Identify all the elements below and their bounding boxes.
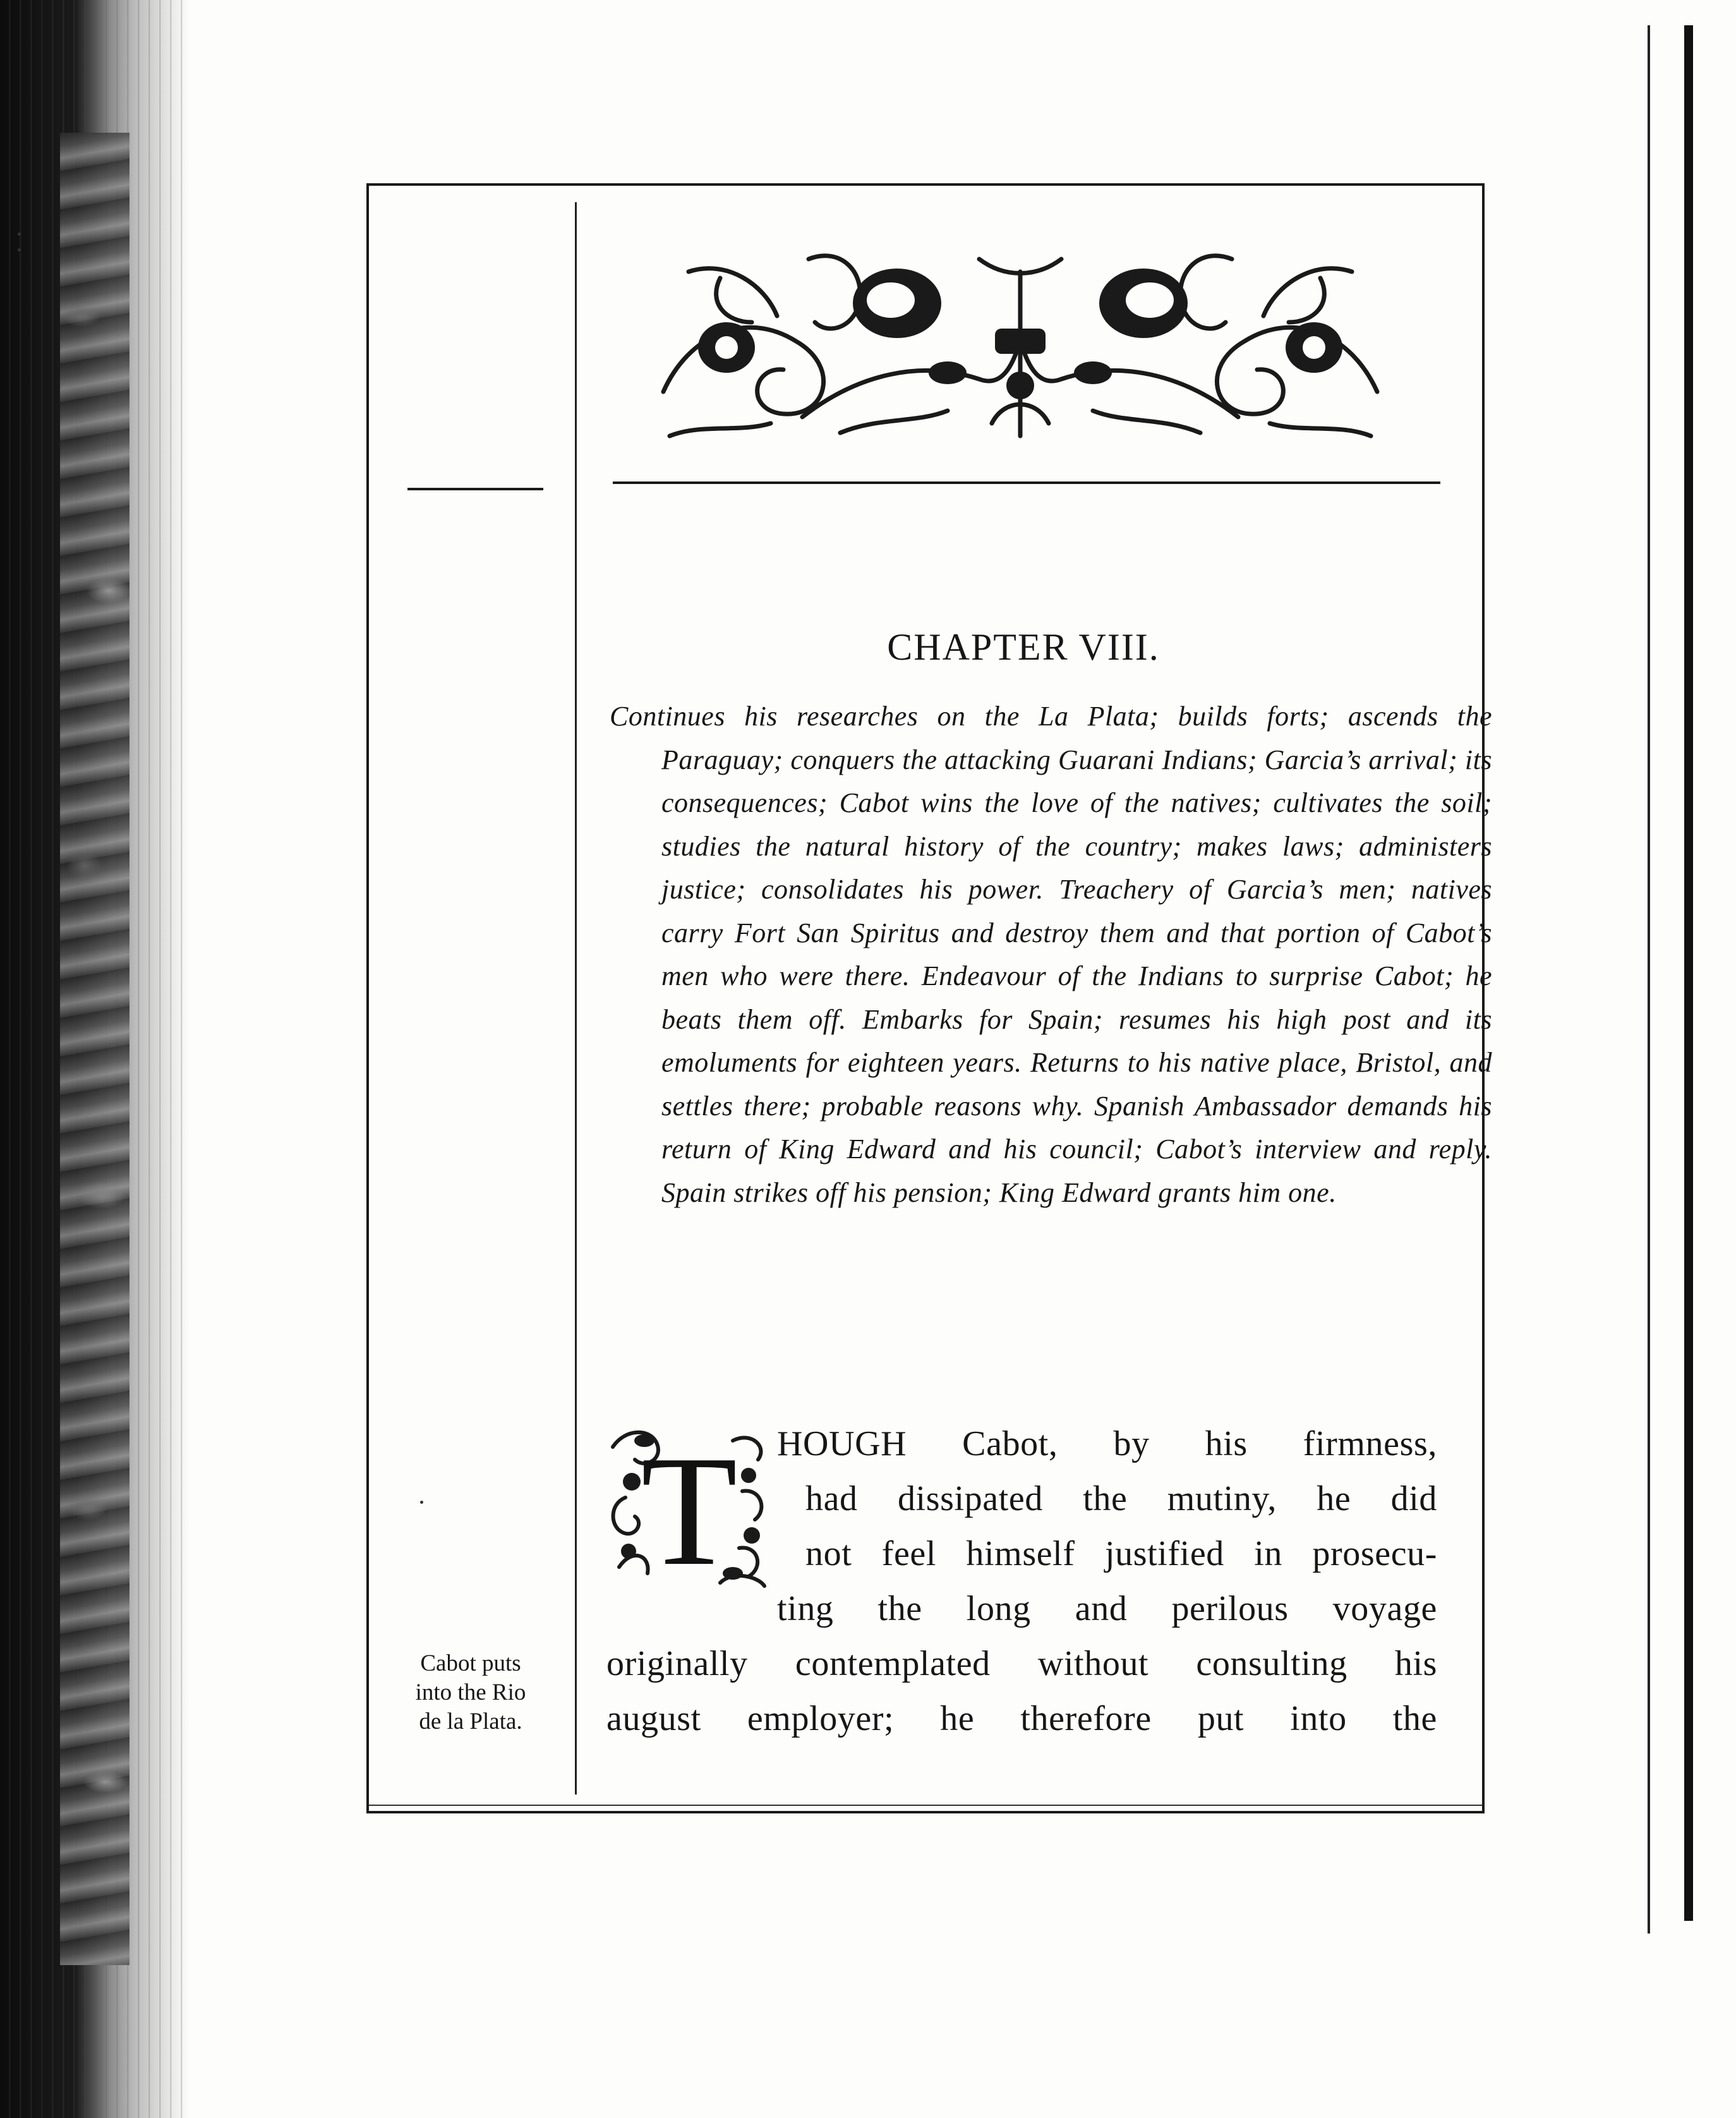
body-line: originally contemplated without consulting his [606, 1644, 1437, 1683]
scan-speck [420, 1501, 423, 1504]
headpiece-rule [613, 481, 1440, 484]
book-binding-edge [0, 0, 190, 2118]
margin-divider [575, 202, 577, 1794]
body-line: HOUGH Cabot, by his firmness, [777, 1424, 1437, 1463]
scan-speck [18, 248, 21, 251]
body-line: had dissipated the mutiny, he did [805, 1479, 1437, 1518]
body-line: ting the long and perilous voyage [777, 1589, 1437, 1628]
scan-speck [18, 233, 21, 236]
marbled-page-edges [60, 133, 130, 1965]
drop-cap-letter: T [641, 1424, 738, 1589]
margin-rule [407, 488, 543, 490]
marginal-note [385, 1649, 556, 1736]
facing-page-shadow [1684, 25, 1693, 1921]
drop-cap-ornament [606, 1422, 772, 1589]
chapter-title: CHAPTER VIII. [887, 626, 1160, 668]
facing-page-line [1648, 25, 1650, 1933]
body-line: not feel himself justified in prosecu- [805, 1534, 1437, 1573]
chapter-summary: Continues his researches on the La Plata; builds forts; ascends the Paraguay; conquers the attacking Guarani Indians; Garcia’s arrival; its consequences; Cabot wins the love of the natives; cultivates the soil; studies the natural history of the country; makes laws; administers justice; consolidates his power. Treachery of Garcia’s men; natives carry Fort San Spiritus and destroy them and that portion of Cabot’s men who were there. Endeavour of the Indians to surprise Cabot; he beats them off. Embarks for Spain; resumes his high post and its emoluments for eighteen years. Returns to his native place, Bristol, and settles there; probable reasons why. Spanish Ambassador demands his return of King Edward and his council; Cabot’s interview and reply. Spain strikes off his pension; King Edward grants him one. [610, 701, 1492, 1208]
marginal-note-line: Cabot puts [420, 1650, 521, 1676]
facing-page-edge [1648, 0, 1736, 2118]
body-line: august employer; he therefore put into the [606, 1699, 1437, 1738]
headpiece-ornament [651, 234, 1390, 442]
marginal-note-line: into the Rio [415, 1679, 526, 1705]
marginal-note-line: de la Plata. [419, 1709, 522, 1734]
